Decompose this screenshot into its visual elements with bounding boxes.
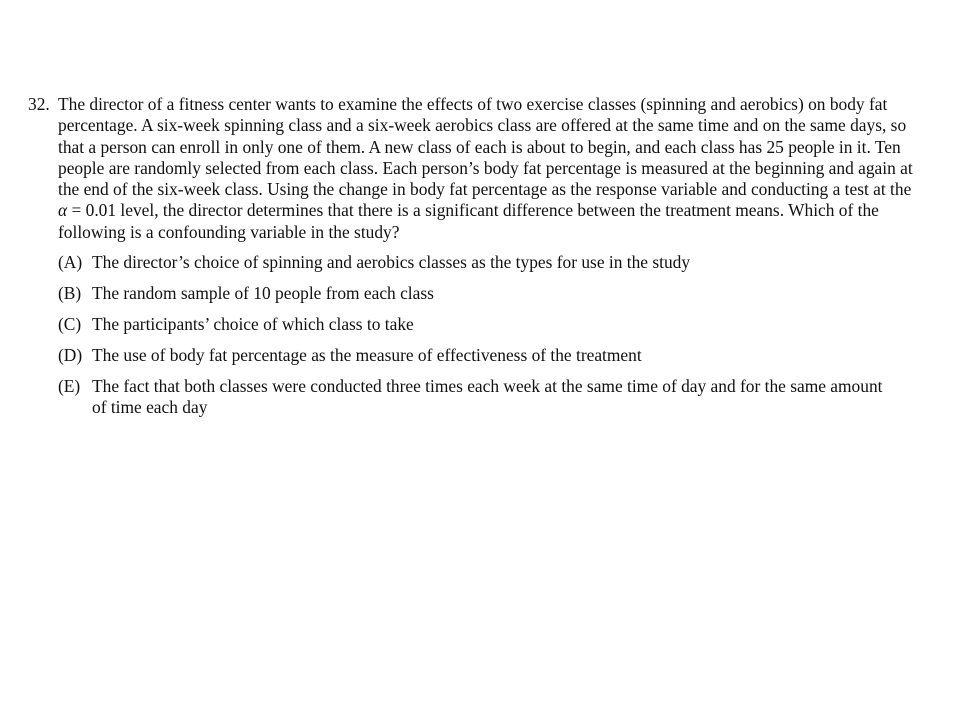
question-text	[58, 94, 918, 243]
choice-text: The use of body fat percentage as the measure of effectiveness of the treatment	[92, 345, 642, 366]
choice-label: (E)	[58, 376, 81, 397]
question-stem	[28, 94, 918, 243]
question-text-part2: = 0.01 level, the director determines that there is a significant difference between the treatment means. Which of the following is a confounding variable in the study?	[58, 200, 879, 242]
question-number: 32.	[28, 94, 50, 114]
alpha-symbol: α	[58, 200, 68, 221]
choice-d	[58, 345, 918, 366]
answer-choices	[58, 252, 918, 419]
choice-c	[58, 314, 918, 335]
choice-b	[58, 283, 918, 304]
choice-label: (A)	[58, 252, 83, 273]
choice-text: The fact that both classes were conducted three times each week at the same time of day and for the same amount of time each day	[92, 376, 883, 418]
question-block	[28, 94, 918, 428]
choice-text: The random sample of 10 people from each class	[92, 283, 434, 304]
choice-e	[58, 376, 918, 419]
choice-label: (D)	[58, 345, 83, 366]
choice-a	[58, 252, 918, 273]
choice-label: (C)	[58, 314, 82, 335]
choice-text: The director’s choice of spinning and aerobics classes as the types for use in the study	[92, 252, 691, 273]
question-text-part1: The director of a fitness center wants to examine the effects of two exercise classes (spinning and aerobics) on body fat percentage. A six-week spinning class and a six-week aerobics class are offered at the same time and on the same days, so that a person can enroll in only one of them. A new class of each is about to begin, and each class has 25 people in it. Ten people are randomly selected from each class. Each person’s body fat percentage is measured at the beginning and again at the end of the six-week class. Using the change in body fat percentage as the response variable and conducting a test at the	[58, 94, 913, 200]
choice-label: (B)	[58, 283, 82, 304]
choice-text: The participants’ choice of which class to take	[92, 314, 414, 335]
